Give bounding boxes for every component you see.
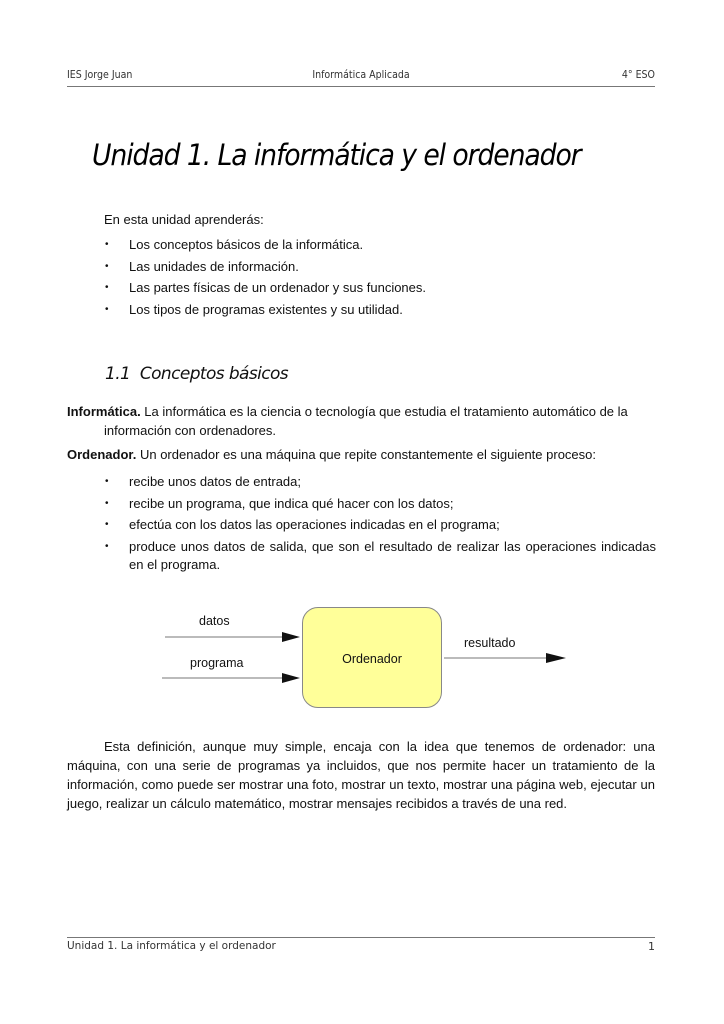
bullet-icon: • xyxy=(105,540,109,552)
header-school: IES Jorge Juan xyxy=(67,69,133,81)
text-informatica: La informática es la ciencia o tecnología que estudia el tratamiento automático de la información con ordenadores. xyxy=(104,404,628,438)
unit-title: Unidad 1. La informática y el ordenador xyxy=(92,138,581,172)
intro-lead: En esta unidad aprenderás: xyxy=(104,212,264,227)
bullet-icon: • xyxy=(105,519,109,530)
section-title: Conceptos básicos xyxy=(139,364,289,384)
list-item: • recibe un programa, que indica qué hacer con los datos; xyxy=(105,495,454,511)
label-datos: datos xyxy=(199,614,230,628)
bullet-icon: • xyxy=(105,260,109,272)
list-item: • Las unidades de información. xyxy=(105,258,299,274)
text-ordenador: Un ordenador es una máquina que repite constantemente el siguiente proceso: xyxy=(136,447,596,462)
label-resultado: resultado xyxy=(464,636,516,650)
bullet-icon: • xyxy=(105,497,109,509)
label-programa: programa xyxy=(190,656,244,670)
footer-unit: Unidad 1. La informática y el ordenador xyxy=(67,940,276,952)
header-course: 4° ESO xyxy=(621,69,655,81)
term-informatica: Informática. xyxy=(67,404,141,419)
box-label: Ordenador xyxy=(342,652,402,666)
page-number: 1 xyxy=(648,940,655,953)
list-item: • Los tipos de programas existentes y su utilidad. xyxy=(105,301,403,317)
bullet-icon: • xyxy=(105,239,109,250)
ordenador-box xyxy=(302,607,442,708)
bullet-icon: • xyxy=(105,476,109,487)
section-number: 1.1 xyxy=(105,364,131,384)
bullet-icon: • xyxy=(105,303,109,315)
list-item: • Los conceptos básicos de la informática. xyxy=(105,237,364,252)
header-subject: Informática Aplicada xyxy=(312,69,410,81)
term-ordenador: Ordenador. xyxy=(67,447,137,462)
closing-paragraph: Esta definición, aunque muy simple, encaja con la idea que tenemos de ordenador: una máquina, con una serie de programas ya incluidos, que nos permite hacer un tratamiento de la información, como puede ser mostrar una foto, mostrar un texto, mostrar una página web, ejecutar un juego, realizar un cálculo matemático, mostrar mensajes recibidos a través de una red. xyxy=(67,739,655,811)
list-item: • efectúa con los datos las operaciones indicadas en el programa; xyxy=(105,517,500,532)
list-item: • Las partes físicas de un ordenador y sus funciones. xyxy=(105,280,427,295)
bullet-icon: • xyxy=(105,282,109,293)
list-item: • recibe unos datos de entrada; xyxy=(105,474,302,489)
list-item: • produce unos datos de salida, que son el resultado de realizar las operaciones indicadas en el programa. xyxy=(105,538,656,572)
footer-rule xyxy=(67,937,655,938)
